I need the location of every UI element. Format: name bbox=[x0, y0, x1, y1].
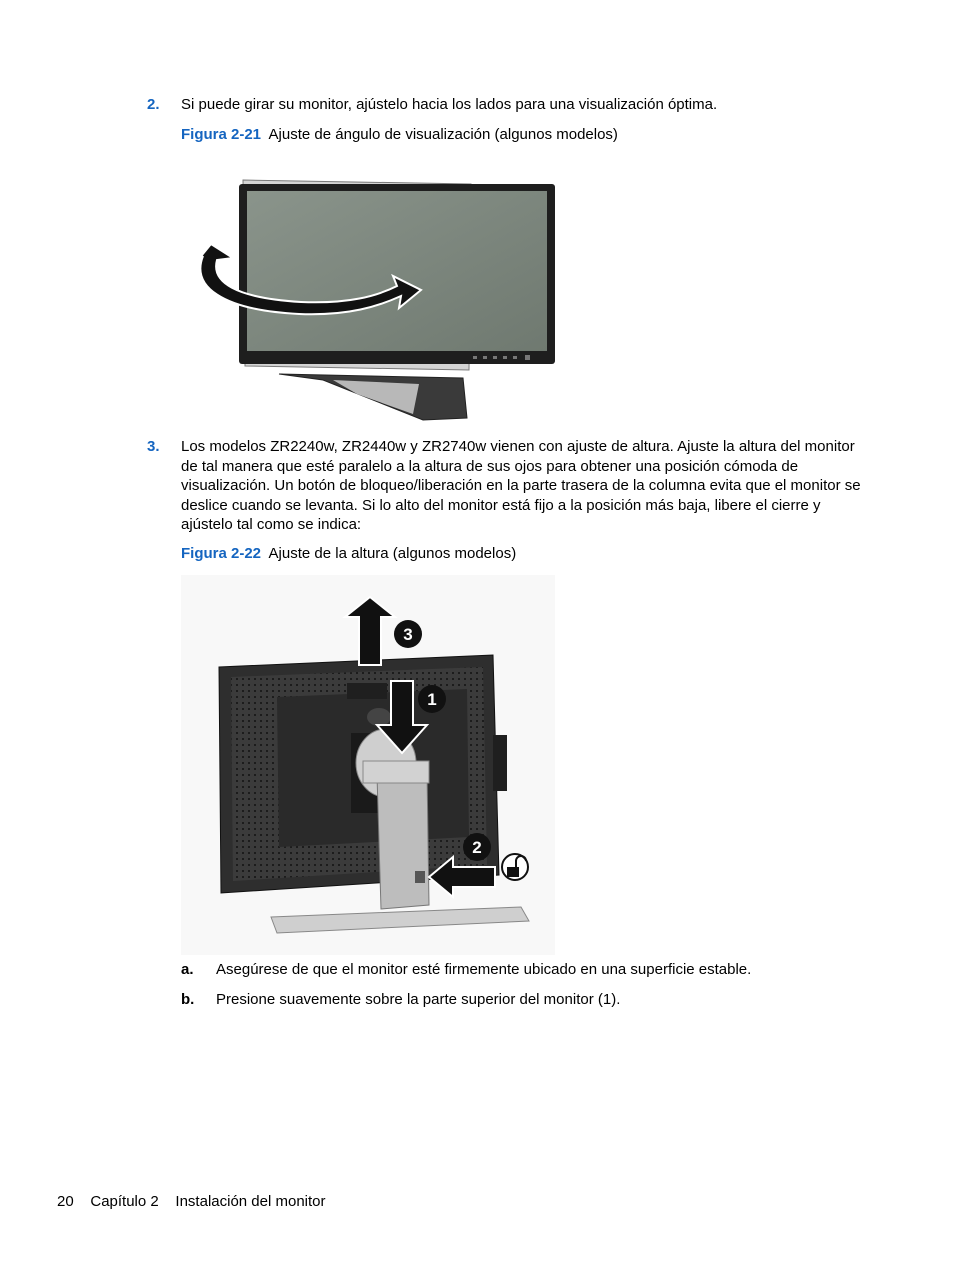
footer-chapter: Capítulo 2 bbox=[90, 1193, 159, 1210]
figure-2-21-illustration bbox=[181, 158, 556, 424]
figure-2-21-label: Figura 2-21 bbox=[181, 126, 262, 143]
step-3-number: 3. bbox=[147, 438, 160, 455]
callout-3-text: 3 bbox=[403, 625, 413, 644]
side-controls bbox=[493, 735, 507, 791]
release-button bbox=[415, 871, 425, 883]
footer-page-number: 20 bbox=[57, 1193, 74, 1210]
callout-2-text: 2 bbox=[472, 838, 482, 857]
footer-title: Instalación del monitor bbox=[175, 1193, 326, 1210]
substep-b-letter: b. bbox=[181, 991, 195, 1008]
figure-2-22-caption-text: Ajuste de la altura (algunos modelos) bbox=[268, 545, 517, 562]
substep-a-text: Asegúrese de que el monitor esté firmemente ubicado en una superficie estable. bbox=[216, 961, 752, 978]
step-2-number: 2. bbox=[147, 96, 160, 113]
base-inner bbox=[333, 380, 419, 414]
figure-2-22-caption bbox=[181, 544, 516, 564]
callout-1-text: 1 bbox=[427, 690, 437, 709]
figure-2-22-label: Figura 2-22 bbox=[181, 545, 262, 562]
step-3-text: Los modelos ZR2240w, ZR2440w y ZR2740w vienen con ajuste de altura. Ajuste la altura del monitor de tal manera que esté paralelo a la altura de sus ojos para obtener una posición cómoda de visualización. Un botón de bloqueo/liberación en la parte trasera de la columna evita que el monitor se deslice cuando se levanta. Si lo alto del monitor está fijo a la posición más baja, libere el cierre y ajústelo tal como se indica: bbox=[181, 438, 861, 533]
hp-logo-back-icon bbox=[367, 708, 391, 726]
substep-a-letter: a. bbox=[181, 961, 194, 978]
stand-column bbox=[377, 771, 429, 909]
figure-2-21-caption-text: Ajuste de ángulo de visualización (algunos modelos) bbox=[268, 126, 618, 143]
figure-2-22-illustration bbox=[181, 575, 555, 955]
page-footer bbox=[57, 1192, 326, 1212]
stand-head bbox=[363, 761, 429, 783]
step-2-text: Si puede girar su monitor, ajústelo hacia los lados para una visualización óptima. bbox=[181, 96, 718, 113]
handle-recess bbox=[347, 683, 387, 699]
substep-b-text: Presione suavemente sobre la parte superior del monitor (1). bbox=[216, 991, 621, 1008]
monitor-screen bbox=[247, 191, 547, 351]
unlock-icon bbox=[502, 854, 528, 880]
figure-2-21-caption bbox=[181, 125, 618, 145]
